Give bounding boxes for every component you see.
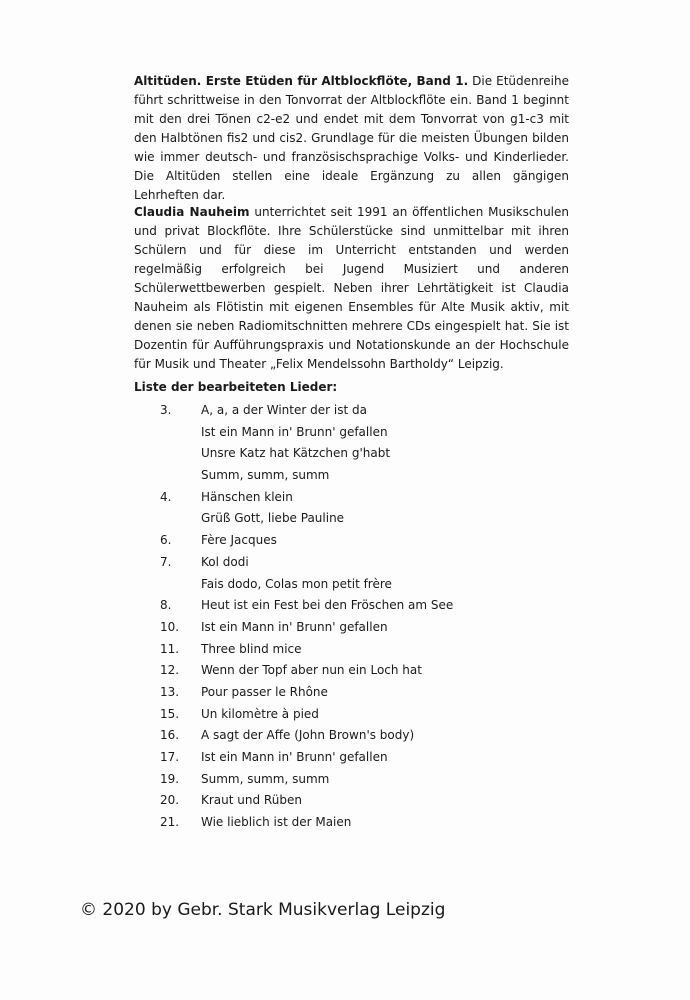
- series-title: Altitüden. Erste Etüden für Altblockflöte, Band 1.: [134, 74, 469, 88]
- song-title: Fais dodo, Colas mon petit frère: [201, 576, 392, 591]
- song-number: 16.: [160, 728, 180, 743]
- list-item: [0, 552, 690, 574]
- song-title: A, a, a der Winter der ist da: [201, 403, 367, 417]
- song-number: 7.: [160, 554, 172, 569]
- author-bio: [134, 203, 569, 374]
- list-item: [0, 465, 690, 487]
- song-title: Summ, summ, summ: [201, 771, 330, 786]
- song-number: 20.: [160, 793, 180, 808]
- song-title: Heut ist ein Fest bei den Fröschen am See: [201, 598, 454, 613]
- song-title: Ist ein Mann in' Brunn' gefallen: [201, 619, 388, 634]
- song-title: Hänschen klein: [201, 489, 293, 504]
- song-title: Wenn der Topf aber nun ein Loch hat: [201, 663, 422, 678]
- list-item: [0, 660, 690, 682]
- song-title: Grüß Gott, liebe Pauline: [201, 511, 345, 526]
- song-list: [0, 400, 690, 834]
- list-item: [0, 400, 690, 422]
- song-title: A sagt der Affe (John Brown's body): [201, 728, 415, 743]
- song-title: Ist ein Mann in' Brunn' gefallen: [201, 424, 388, 439]
- song-number: 17.: [160, 750, 180, 764]
- list-item: [0, 508, 690, 530]
- song-number: 6.: [160, 533, 172, 548]
- author-bio-text: unterrichtet seit 1991 an öffentlichen Musikschulen und privat Blockflöte. Ihre Schülerstücke sind unmittelbar mit ihren Schülern und für diese im Unterricht entstanden und werden regelmäßig erfolgreich bei Jugend Musiziert und anderen Schülerwettbewerben gespielt. Neben ihrer Lehrtätigkeit ist Claudia Nauheim als Flötistin mit eigenen Ensembles für Alte Musik aktiv, mit denen sie neben Radiomitschnitten mehrere CDs eingespielt hat. Sie ist Dozentin für Aufführungspraxis und Notationskunde an der Hochschule für Musik und Theater „Felix Mendelssohn Bartholdy“ Leipzig.: [134, 205, 569, 371]
- list-item: [0, 682, 690, 704]
- song-title: Ist ein Mann in' Brunn' gefallen: [201, 750, 388, 764]
- song-number: 13.: [160, 684, 180, 699]
- song-title: Wie lieblich ist der Maien: [201, 815, 352, 830]
- list-item: [0, 769, 690, 791]
- song-number: 3.: [160, 403, 172, 417]
- song-title: Summ, summ, summ: [201, 468, 330, 483]
- list-item: [0, 747, 690, 769]
- song-number: 15.: [160, 706, 180, 721]
- list-item: [0, 530, 690, 552]
- song-title: Kraut und Rüben: [201, 793, 302, 808]
- list-item: [0, 422, 690, 444]
- series-description: [134, 72, 569, 205]
- song-title: Unsre Katz hat Kätzchen g'habt: [201, 446, 391, 461]
- song-title: Fère Jacques: [201, 533, 277, 548]
- list-item: [0, 639, 690, 661]
- song-number: 21.: [160, 815, 180, 830]
- author-name: Claudia Nauheim: [134, 205, 250, 219]
- song-number: 4.: [160, 489, 172, 504]
- song-number: 10.: [160, 619, 180, 634]
- song-title: Un kilomètre à pied: [201, 706, 319, 721]
- list-item: [0, 617, 690, 639]
- list-item: [0, 487, 690, 509]
- song-list-title: Liste der bearbeiteten Lieder:: [134, 380, 338, 394]
- series-description-text: Die Etüdenreihe führt schrittweise in den Tonvorrat der Altblockflöte ein. Band 1 beginnt mit den drei Tönen c2-e2 und endet mit dem Tonvorrat von g1-c3 mit den Halbtönen fis2 und cis2. Grundlage für die meisten Übungen bilden wie immer deutsch- und französischsprachige Volks- und Kinderlieder. Die Altitüden stellen eine ideale Ergänzung zu allen gängigen Lehrheften dar.: [134, 74, 569, 202]
- list-item: [0, 790, 690, 812]
- song-number: 12.: [160, 663, 180, 678]
- list-item: [0, 725, 690, 747]
- list-item: [0, 443, 690, 465]
- song-number: 11.: [160, 641, 180, 656]
- song-title: Kol dodi: [201, 554, 249, 569]
- song-number: 19.: [160, 771, 180, 786]
- copyright-notice: © 2020 by Gebr. Stark Musikverlag Leipzig: [80, 900, 446, 920]
- list-item: [0, 812, 690, 834]
- song-title: Pour passer le Rhône: [201, 684, 328, 699]
- list-item: [0, 574, 690, 596]
- list-item: [0, 704, 690, 726]
- song-title: Three blind mice: [201, 641, 302, 656]
- song-number: 8.: [160, 598, 172, 613]
- list-item: [0, 595, 690, 617]
